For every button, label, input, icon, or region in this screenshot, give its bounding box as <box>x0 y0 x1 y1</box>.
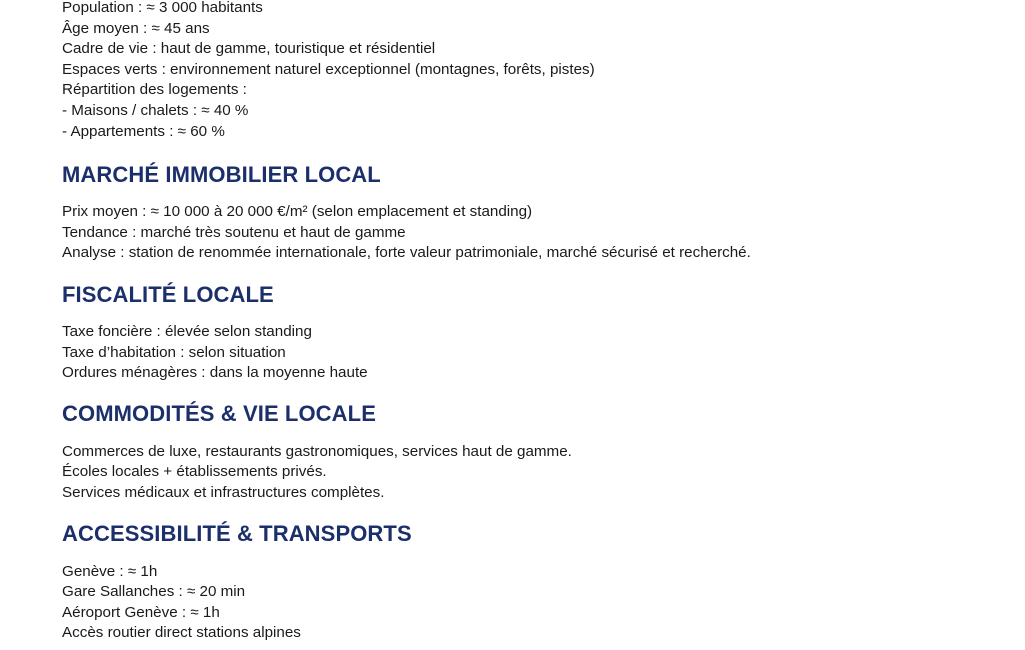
marche-line-analyse: Analyse : station de renommée internationale, forte valeur patrimoniale, marché sécurisé et recherché. <box>62 244 751 262</box>
acces-section <box>62 562 1002 644</box>
acces-line-routier: Accès routier direct stations alpines <box>62 624 301 642</box>
acces-line-gare: Gare Sallanches : ≈ 20 min <box>62 583 246 601</box>
intro-section <box>62 0 1002 142</box>
fiscalite-line-ordures: Ordures ménagères : dans la moyenne haute <box>62 364 368 382</box>
fiscalite-line-fonciere: Taxe foncière : élevée selon standing <box>62 322 312 340</box>
intro-line-cadre: Cadre de vie : haut de gamme, touristique et résidentiel <box>62 40 436 58</box>
section-heading-commodites: COMMODITÉS & VIE LOCALE <box>62 400 376 426</box>
section-heading-acces: ACCESSIBILITÉ & TRANSPORTS <box>62 520 412 546</box>
intro-line-espaces-verts: Espaces verts : environnement naturel exceptionnel (montagnes, forêts, pistes) <box>62 60 595 78</box>
intro-line-repartition: Répartition des logements : <box>62 81 247 99</box>
intro-line-age: Âge moyen : ≈ 45 ans <box>62 19 210 37</box>
commodites-line-commerces: Commerces de luxe, restaurants gastronomiques, services haut de gamme. <box>62 442 572 460</box>
commodites-line-services: Services médicaux et infrastructures complètes. <box>62 483 385 501</box>
document-page <box>62 0 1002 644</box>
intro-line-maisons: - Maisons / chalets : ≈ 40 % <box>62 101 249 119</box>
marche-section <box>62 202 1002 264</box>
section-heading-marche: MARCHÉ IMMOBILIER LOCAL <box>62 162 381 188</box>
fiscalite-line-habitation: Taxe d’habitation : selon situation <box>62 343 286 361</box>
commodites-line-ecoles: Écoles locales + établissements privés. <box>62 463 327 481</box>
commodites-section <box>62 442 1002 504</box>
acces-line-aeroport: Aéroport Genève : ≈ 1h <box>62 603 220 621</box>
intro-line-population: Population : ≈ 3 000 habitants <box>62 0 263 16</box>
marche-line-tendance: Tendance : marché très soutenu et haut de gamme <box>62 223 406 241</box>
marche-line-prix: Prix moyen : ≈ 10 000 à 20 000 €/m² (selon emplacement et standing) <box>62 203 533 221</box>
intro-line-appartements: - Appartements : ≈ 60 % <box>62 122 225 140</box>
fiscalite-section <box>62 322 1002 384</box>
acces-line-geneve: Genève : ≈ 1h <box>62 562 158 580</box>
section-heading-fiscalite: FISCALITÉ LOCALE <box>62 281 274 307</box>
